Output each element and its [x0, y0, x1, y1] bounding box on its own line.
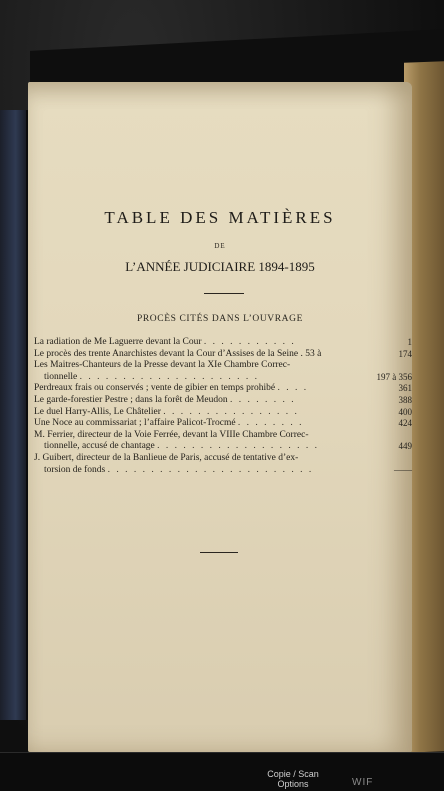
copy-scan-label: Copie / Scan: [267, 769, 319, 779]
toc-entry: [34, 337, 412, 349]
leader-dots: . . . . . . . . . . . . . . . . . . . . . . . .: [107, 464, 314, 475]
page-title: TABLE DES MATIÈRES: [104, 208, 336, 227]
toc-entry: [34, 348, 412, 361]
closing-rule: [200, 552, 238, 553]
toc-entry-text: M. Ferrier, directeur de la Voie Ferrée, devant la VIIIe Chambre Correc-: [34, 429, 309, 440]
leader-dots: . . . . . . . . . . . . . . . .: [163, 406, 299, 417]
page-subtitle: L’ANNÉE JUDICIAIRE 1894-1895: [125, 259, 315, 274]
toc-entry: [34, 371, 412, 384]
toc-entry: [34, 383, 412, 395]
toc-entry: [34, 430, 384, 442]
toc-entry: [34, 453, 384, 465]
toc-entry-text: Le duel Harry-Allis, Le Châtelier: [34, 406, 161, 417]
options-label: Options: [277, 779, 309, 789]
toc-entry-text: Le procès des trente Anarchistes devant la Cour d’Assises de la Seine . 53 à: [34, 348, 322, 359]
toc-entry-text-cont: tionnelle, accusé de chantage: [44, 441, 155, 452]
leader-dots: . . . . . . . . . . . . . . . . . . .: [157, 441, 320, 452]
toc-entry-text-cont: tionnelle: [44, 371, 78, 382]
toc-entry-text: Perdreaux frais ou conservés ; vente de gibier en temps prohibé: [34, 383, 276, 394]
toc-page-ref: 424: [398, 418, 412, 429]
toc-entry-text: La radiation de Me Laguerre devant la Cour: [34, 337, 202, 347]
toc-entries: [34, 337, 412, 476]
toc-page-ref: 400: [398, 406, 412, 417]
toc-page-ref: 174: [398, 348, 412, 359]
toc-entry-text: Le garde-forestier Pestre ; dans la forêt de Meudon: [34, 394, 228, 405]
section-heading: PROCÈS CITÉS DANS L’OUVRAGE: [136, 314, 304, 324]
toc-page-ref: 197 à 356: [376, 371, 412, 382]
toc-entry: [34, 441, 412, 453]
toc-entry-text: J. Guibert, directeur de la Banlieue de Paris, accusé de tentative d’ex-: [34, 452, 299, 463]
leader-dots: . . . .: [277, 383, 309, 394]
toc-entry-text-cont: torsion de fonds: [44, 464, 106, 475]
book-page: [28, 82, 412, 752]
toc-entry: [34, 418, 412, 430]
toc-page-ref: 388: [398, 394, 412, 405]
toc-page-ref: 1: [407, 337, 412, 347]
scanner-panel: [0, 752, 444, 791]
toc-entry: [34, 360, 384, 372]
toc-page-ref: 449: [398, 441, 412, 452]
title-connector: DE: [214, 242, 226, 250]
brand-logo: WIF: [352, 777, 374, 788]
toc-page-ref-dash: ——: [394, 464, 412, 475]
toc-entry-text: Une Noce au commissariat ; l’affaire Palicot-Trocmé: [34, 418, 236, 429]
leader-dots: . . . . . . . . . . .: [203, 337, 296, 347]
toc-entry: [34, 406, 412, 419]
toc-entry-text: Les Maitres-Chanteurs de la Presse devant la XIe Chambre Correc-: [34, 360, 291, 371]
leader-dots: . . . . . . . .: [237, 418, 304, 429]
copy-scan-options-button[interactable]: [258, 769, 328, 789]
leader-dots: . . . . . . . .: [230, 394, 296, 405]
background-book-spine: [0, 110, 28, 720]
title-rule: [204, 293, 244, 294]
toc-page-ref: 361: [398, 383, 412, 394]
leader-dots: . . . . . . . . . . . . . . . . . . . . .: [79, 371, 259, 382]
toc-entry: [34, 394, 412, 407]
toc-entry: [34, 464, 412, 477]
